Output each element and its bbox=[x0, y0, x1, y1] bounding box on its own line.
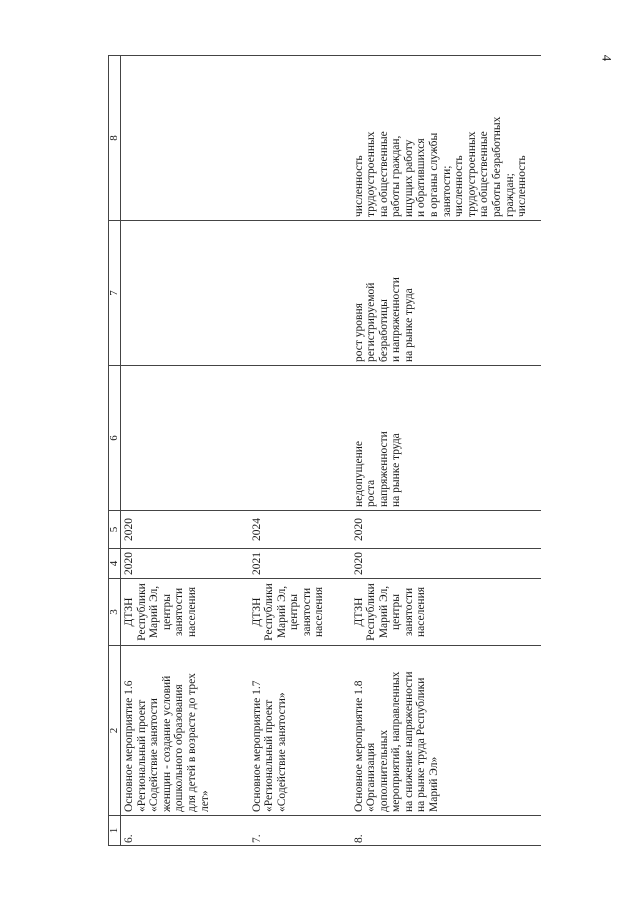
table-row bbox=[249, 56, 351, 846]
consequence: рост уровня регистрируемой безработицы и напряженности на рынке труда bbox=[352, 277, 415, 362]
col-header-5: 5 bbox=[109, 511, 121, 549]
start-year: 2020 bbox=[123, 552, 135, 575]
col-header-7: 7 bbox=[109, 221, 121, 366]
executor: ДТЗН Республики Марий Эл, центры занятости населения bbox=[352, 583, 428, 641]
col-header-2: 2 bbox=[109, 646, 121, 816]
col-header-8: 8 bbox=[109, 56, 121, 221]
col-header-3: 3 bbox=[109, 579, 121, 646]
table-row bbox=[351, 56, 541, 846]
start-year: 2021 bbox=[250, 552, 263, 575]
activities-table bbox=[108, 55, 541, 846]
indicator: численность трудоустроенных на общественные работы граждан, ищущих работу и обратившихся в органы службы занятости; численность трудоустроенных на общественные работы безработных граждан; численность bbox=[352, 116, 529, 217]
column-numbers-row bbox=[109, 56, 121, 846]
table-row bbox=[121, 56, 249, 846]
col-header-4: 4 bbox=[109, 549, 121, 579]
executor: ДТЗН Республики Марий Эл, центры занятости населения bbox=[123, 583, 198, 641]
end-year: 2020 bbox=[352, 518, 365, 541]
end-year: 2020 bbox=[123, 518, 135, 541]
row-number: 7. bbox=[250, 834, 263, 843]
activity-name: Основное мероприятие 1.6 «Региональный проект «Содействие занятости женщин - создание условий дошкольного образования для детей в возрасте до трех лет» bbox=[123, 673, 211, 812]
col-header-6: 6 bbox=[109, 366, 121, 511]
executor: ДТЗН Республики Марий Эл, центры занятости населения bbox=[250, 583, 326, 641]
page-number: 4 bbox=[599, 54, 615, 62]
row-number: 8. bbox=[352, 834, 365, 843]
rotated-table-container bbox=[108, 56, 563, 846]
start-year: 2020 bbox=[352, 552, 365, 575]
activity-name: Основное мероприятие 1.8 «Организация дополнительных мероприятий, направленных на снижение напряженности на рынке труда Республики Марий Эл» bbox=[352, 671, 441, 812]
col-header-1: 1 bbox=[109, 816, 121, 846]
activity-name: Основное мероприятие 1.7 «Региональный проект «Содействие занятости» bbox=[250, 680, 288, 812]
expected-result: недопущение роста напряженности на рынке труда bbox=[352, 431, 403, 507]
row-number: 6. bbox=[123, 834, 135, 843]
end-year: 2024 bbox=[250, 518, 263, 541]
